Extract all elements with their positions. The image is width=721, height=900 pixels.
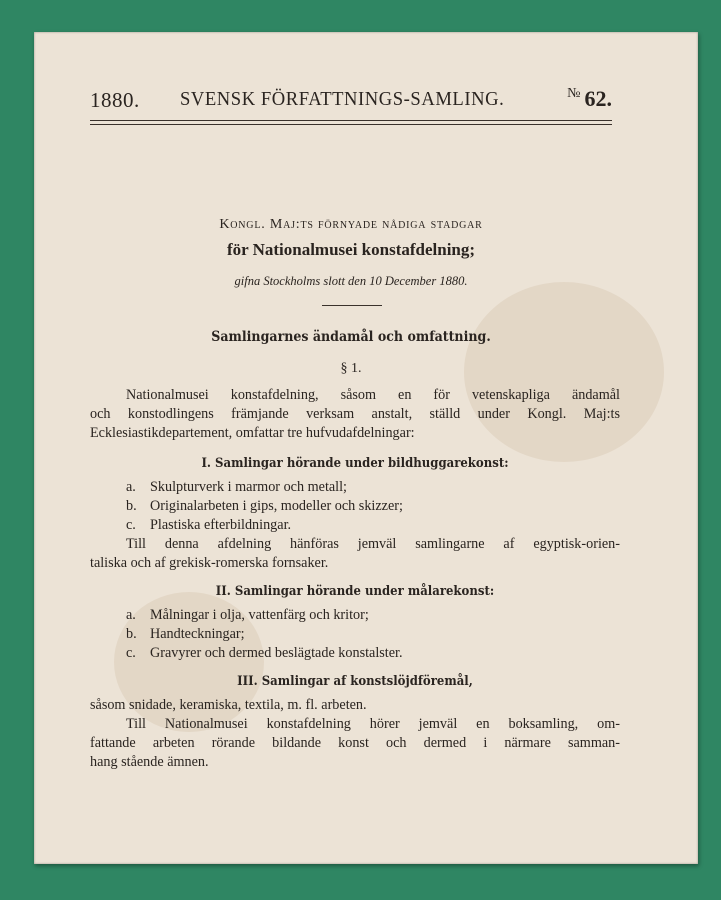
- decree-kongl: Kongl. Maj:ts förnyade nådiga stadgar: [219, 217, 483, 232]
- list-item: [126, 516, 291, 536]
- number-label: №: [567, 86, 581, 101]
- list-marker: a.: [126, 607, 136, 623]
- list-text: Handteckningar;: [150, 626, 245, 642]
- list-text: Skulpturverk i marmor och metall;: [150, 479, 348, 495]
- decree-date: gifna Stockholms slott den 10 December 1880.: [234, 274, 468, 288]
- header-series-title: SVENSK FÖRFATTNINGS-SAMLING.: [180, 88, 505, 110]
- part3-line: fattande arbeten rörande bildande konst och dermed i närmare samman-: [90, 735, 620, 751]
- list-item: [126, 497, 403, 517]
- list-marker: b.: [126, 626, 137, 642]
- list-item: [126, 625, 245, 645]
- part3-line: Till Nationalmusei konstafdelning hörer jemväl en boksamling, om-: [126, 716, 620, 732]
- part3-heading: III. Samlingar af konstslöjdföremål,: [237, 674, 473, 689]
- header-year: 1880.: [90, 88, 140, 112]
- list-text: Målningar i olja, vattenfärg och kritor;: [150, 607, 369, 623]
- intro-line: Ecklesiastikdepartement, omfattar tre hufvudafdelningar:: [90, 425, 415, 441]
- list-item: [126, 644, 403, 664]
- page-header: [90, 88, 612, 116]
- part2-heading: II. Samlingar hörande under målarekonst:: [215, 584, 495, 599]
- number-value: 62.: [584, 86, 612, 111]
- section-heading: Samlingarnes ändamål och omfattning.: [211, 329, 491, 345]
- part1-heading: I. Samlingar hörande under bildhuggarekonst:: [201, 456, 509, 471]
- list-marker: c.: [126, 645, 136, 661]
- paragraph-mark: § 1.: [340, 361, 362, 376]
- part1-note-line: Till denna afdelning hänföras jemväl samlingarne af egyptisk-orien-: [126, 536, 620, 552]
- list-marker: a.: [126, 479, 136, 495]
- list-text: Originalarbeten i gips, modeller och skizzer;: [150, 498, 403, 514]
- list-marker: c.: [126, 517, 136, 533]
- decree-title: för Nationalmusei konstafdelning;: [226, 240, 476, 259]
- list-marker: b.: [126, 498, 137, 514]
- list-item: [126, 606, 369, 626]
- part1-note-line: taliska och af grekisk-romerska fornsaker.: [90, 555, 329, 571]
- header-number: [567, 86, 612, 112]
- header-rule: [90, 124, 612, 125]
- document-page: [34, 32, 698, 864]
- divider: [322, 305, 382, 306]
- intro-line: och konstodlingens främjande verksam anstalt, ställd under Kongl. Maj:ts: [90, 406, 620, 422]
- header-rule: [90, 120, 612, 121]
- intro-line: Nationalmusei konstafdelning, såsom en för vetenskapliga ändamål: [126, 387, 620, 403]
- part3-line: hang stående ämnen.: [90, 754, 209, 770]
- list-text: Gravyrer och dermed beslägtade konstalster.: [150, 645, 403, 661]
- list-text: Plastiska efterbildningar.: [150, 517, 292, 533]
- list-item: [126, 478, 347, 498]
- part3-line: såsom snidade, keramiska, textila, m. fl. arbeten.: [90, 697, 367, 713]
